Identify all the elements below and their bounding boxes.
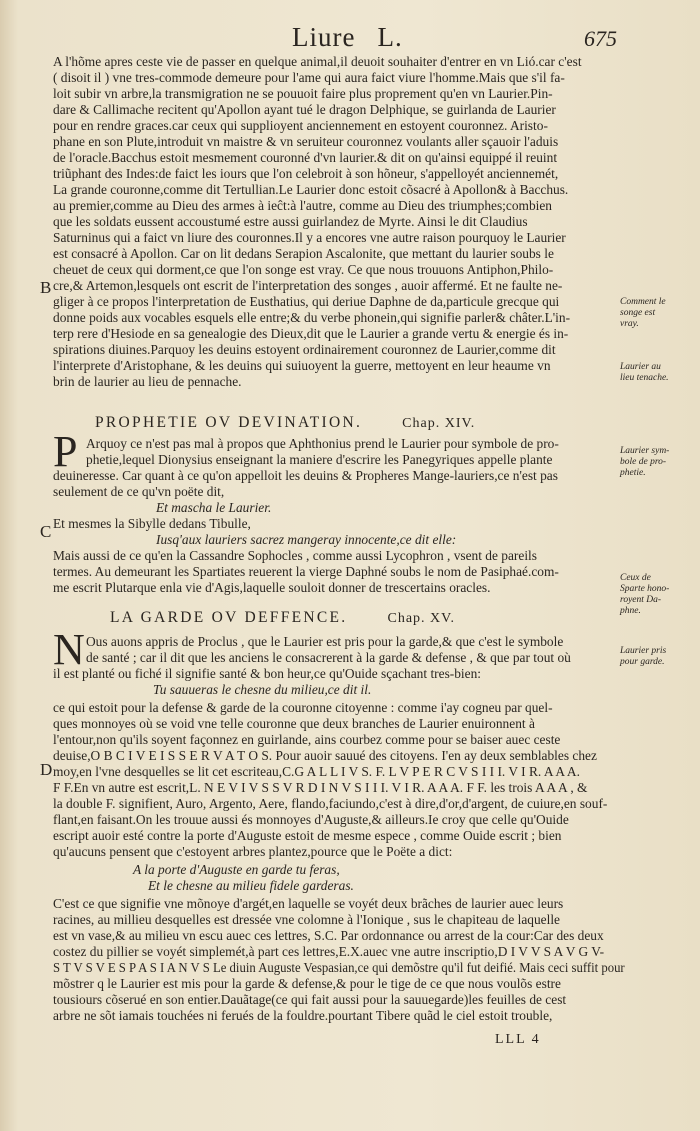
text-line: me escrit Plutarque enla vie d'Agis,laquelle souloit donner de trescertains oracles. — [53, 580, 491, 595]
verse-line: Iusq'aux lauriers sacrez mangeray innocente,ce dit elle: — [156, 532, 457, 547]
text-line: est consacré à Apollon. Car on lit dedans Serapion Ascalonite, que mettant du laurier soubs le — [53, 246, 554, 261]
signature-mark: LLL 4 — [495, 1032, 541, 1047]
text-line: qu'aucuns pensent que c'estoyent arbres plantez,pource que le Poëte a dict: — [53, 844, 453, 859]
text-line: ce qui estoit pour la defense & garde de la couronne citoyenne : comme i'ay cogneu par quel- — [53, 700, 553, 715]
text-line: de l'oracle.Bacchus estoit mesmement couronné d'vn laurier.& dit on qu'ainsi equippé il reuint — [53, 150, 558, 165]
text-line: S T V S V E S P A S I A N V S Le diuin Auguste Vespasian,ce qui demõstre qu'il fut deifié. Mais ceci suffit pour — [53, 960, 625, 975]
text-line: F F.En vn autre est escrit,L. N E V I V S S V R D I N V S I I I. V I R. A A A. F F. les trois A A A , & — [53, 780, 588, 795]
verse-line: A la porte d'Auguste en garde tu feras, — [133, 862, 340, 877]
text-line: loit subir vn arbre,la transmigration ne se pouuoit faire plus proprement qu'en vn Laurier.Pin- — [53, 86, 553, 101]
chapter-heading — [95, 414, 475, 432]
text-line: est vn vase,& au milieu vn escu auec ces lettres, S.C. Par ordonnance ou arrest de la cour:Car des deux — [53, 928, 604, 943]
text-line: donne poids aux vocables esquels elle entre;& du verbe phonein,qui signifie parler& châter.L'in- — [53, 310, 571, 325]
text-line: Ous auons appris de Proclus , que le Laurier est pris pour la garde,& que c'est le symbole — [86, 634, 564, 649]
text-line: tousiours cõserué en son entier.Dauãtage(ce qui fait aussi pour la sauuegarde)les feuilles de cest — [53, 992, 567, 1007]
text-line: phetie,lequel Dionysius enseignant la maniere d'escrire les Panegyriques appelle plante — [86, 452, 553, 467]
drop-cap: P — [53, 427, 78, 476]
text-line: moy,en l'vne desquelles se lit cet escriteau,C.G A L L I V S. F. L V P E R C V S I I I. V I R. A A A. — [53, 764, 580, 779]
verse-line: Tu sauueras le chesne du milieu,ce dit il. — [153, 682, 372, 697]
text-line: triũphant des Indes:de faict les iours que l'on celebroit à son hõneur, s'appelloyét anciennemét, — [53, 166, 559, 181]
text-line: cheuet de ceux qui dorment,ce que l'on songe est vray. Ce que nous trouuons Antiphon,Philo- — [53, 262, 554, 277]
text-line: l'interprete d'Aristophane, & les deuins qui suiuoyent la guerre, mettoyent en leur heaume vn — [53, 358, 551, 373]
text-line: escript auoir esté contre la porte d'Auguste estoit de mesme espece , comme Ouide escrit ; bien — [53, 828, 562, 843]
margin-note: Laurier sym- bole de pro- phetie. — [620, 446, 670, 478]
text-line: flant,en faisant.On les trouue aussi és monnoyes d'Auguste,& ailleurs.Ie croy que celle qu'Ouide — [53, 812, 569, 827]
text-line: La grande couronne,comme dit Tertullian.Le Laurier donc estoit cõsacré à Apollon& à Bacchus. — [53, 182, 569, 197]
text-line: Arquoy ce n'est pas mal à propos que Aphthonius prend le Laurier pour symbole de pro- — [86, 436, 559, 451]
text-line: Mais aussi de ce qu'en la Cassandre Sophocles , comme aussi Lycophron , vsent de pareils — [53, 548, 537, 563]
text-line: Et mesmes la Sibylle dedans Tibulle, — [53, 516, 251, 531]
running-head — [292, 22, 425, 53]
margin-note: Ceux de Sparte hono- royent Da- phne. — [620, 573, 670, 616]
text-line: C'est ce que signifie vne mõnoye d'argét,en laquelle se voyét deux brãches de laurier auec leurs — [53, 896, 564, 911]
text-line: gliger à ce propos l'interpretation de Eusthatius, qui deriue Daphne de da,particule grecque qui — [53, 294, 560, 309]
text-line: pour en rendre graces.car ceux qui supplioyent anciennement en estoyent couronnez. Aristo- — [53, 118, 548, 133]
section-mark: D — [40, 760, 53, 779]
margin-note: Comment le songe est vray. — [620, 297, 666, 329]
text-line: spirations diuines.Parquoy les deuins estoyent ordinairement couronnez de Laurier,comme dit — [53, 342, 556, 357]
chapter-title: LA GARDE OV DEFFENCE. — [110, 609, 348, 626]
running-title: Liure — [292, 22, 356, 52]
verse-line: Et mascha le Laurier. — [156, 500, 272, 515]
section-mark: B — [40, 278, 52, 297]
text-line: cre,& Artemon,lesquels ont escrit de l'interpretation des songes , auoir affermé. Et ne faulte ne- — [53, 278, 563, 293]
chapter-number: Chap. XV. — [387, 611, 455, 626]
book-number: L. — [377, 22, 403, 52]
text-line: ( disoit il ) vne tres-commode demeure pour l'ame qui aura faict viure l'homme.Mais que s'il fa- — [53, 70, 565, 85]
text-line: phane en son Plute,introduit vn maistre & vn seruiteur couronnez voulants aller sçauoir l'aduis — [53, 134, 559, 149]
section-mark: C — [40, 522, 52, 541]
text-line: il est planté ou fiché il signifie santé & bon heur,ce qu'Ouide sçachant tres-bien: — [53, 666, 482, 681]
text-line: dare & Callimache recitent qu'Apollon ayant tué le dragon Delphique, se guirlanda de Laurier — [53, 102, 556, 117]
text-line: la double F. signifient, Auro, Argento, Aere, flando,faciundo,c'est à dire,d'or,d'argent, de cuiure,en souf- — [53, 796, 608, 811]
text-line: deuineresse. Car quant à ce qu'on appelloit les deuins & Propheres Mange-lauriers,ce n'est pas — [53, 468, 558, 483]
text-line: que les soldats eussent accoustumé estre aussi guirlandez de Myrte. Ainsi le dit Claudius — [53, 214, 528, 229]
text-line: l'entour,non qu'ils soyent façonnez en guirlande, ains courbez comme pour se baiser auec ceste — [53, 732, 561, 747]
text-line: au premier,comme au Dieu des armes à ieĉt:à l'autre, comme au Dieu des triumphes;combien — [53, 198, 553, 213]
text-line: racines, au millieu desquelles est dressée vne colomne à l'Ionique , sus le chapiteau de laquelle — [53, 912, 560, 927]
drop-cap: N — [53, 625, 85, 674]
margin-note: Laurier au lieu tenache. — [620, 362, 669, 383]
text-line: arbre ne sõt iamais touchées ni ferués de la fouldre.pourtant Tibere quãd le ciel estoit trouble, — [53, 1008, 553, 1023]
text-line: termes. Au demeurant les Spartiates reuerent la vierge Daphné soubs le nom de Pasiphaé.com- — [53, 564, 559, 579]
margin-note: Laurier pris pour garde. — [620, 646, 667, 667]
text-line: deuise,O B C I V E I S S E R V A T O S. Pour auoir sauué des citoyens. I'en ay deux semblables chez — [53, 748, 597, 763]
text-line: terp rere d'Hesiode en sa genealogie des Dieux,dit que le Laurier a grande vertu & energie és in- — [53, 326, 569, 341]
text-line: ques monnoyes où se void vne telle couronne que deux branches de Laurier enuironnent à — [53, 716, 535, 731]
text-line: costez du pillier se voyét simplemét,à part ces lettres,E.X.auec vne autre inscriptio,D I V V S A V G V- — [53, 944, 605, 959]
chapter-title: PROPHETIE OV DEVINATION. — [95, 414, 363, 431]
verse-line: Et le chesne au milieu fidele garderas. — [148, 878, 354, 893]
text-line: de santé ; car il dit que les anciens le consacrerent à la garde & defense , & que par tout où — [86, 650, 571, 665]
chapter-number: Chap. XIV. — [402, 416, 476, 431]
text-line: brin de laurier au lieu de pennache. — [53, 374, 242, 389]
chapter-heading — [110, 609, 455, 627]
text-line: A l'hõme apres ceste vie de passer en quelque animal,il deuoit souhaiter d'entrer en vn Lió.car c'est — [53, 54, 582, 69]
text-line: seulement de ce qu'vn poëte dit, — [53, 484, 225, 499]
page-number: 675 — [584, 26, 617, 51]
text-line: mõstrer q le Laurier est mis pour la garde & defense,& pour le tige de ce que nous voulõs estre — [53, 976, 561, 991]
text-line: Saturninus qui a faict vn liure des couronnes.Il y a encores vne autre raison pourquoy le Laurier — [53, 230, 566, 245]
